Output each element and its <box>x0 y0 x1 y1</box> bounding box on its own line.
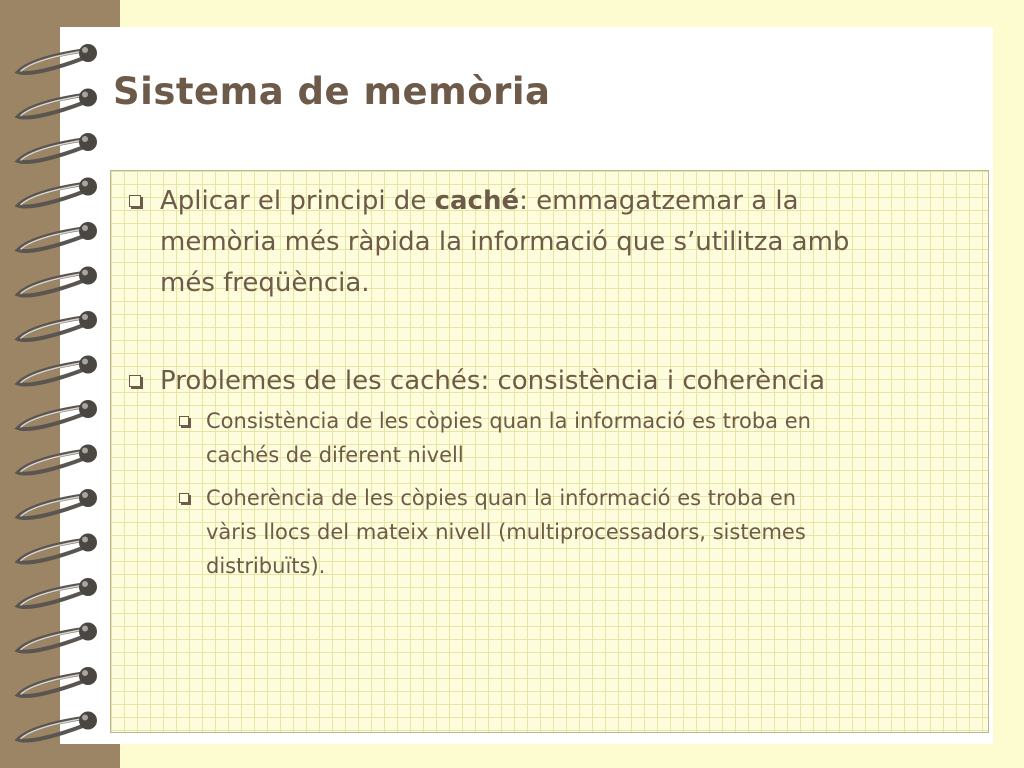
bullet-list <box>111 171 988 732</box>
spiral-binding-ring-icon <box>18 667 97 696</box>
bullet-text: Coherència de les còpies quan la informació es troba en <box>206 486 797 510</box>
spiral-binding-ring-icon <box>18 623 97 652</box>
bullet-text: Aplicar el principi de <box>160 186 435 216</box>
spiral-binding-ring-icon <box>18 534 97 563</box>
spiral-binding-ring-icon <box>18 133 97 162</box>
bullet-text: distribuïts). <box>206 554 326 578</box>
bullet-text: vàris llocs del mateix nivell (multiprocessadors, sistemes <box>206 520 806 544</box>
spiral-binding-ring-icon <box>18 445 97 474</box>
bullet-text: Consistència de les còpies quan la informació es troba en <box>206 409 811 433</box>
spiral-binding-ring-icon <box>18 578 97 607</box>
slide-title: Sistema de memòria <box>113 70 551 113</box>
bullet-keyword-cache: caché <box>434 186 520 216</box>
spiral-binding-ring-icon <box>18 44 97 73</box>
bullet-text: cachés de diferent nivell <box>206 443 464 467</box>
checkbox-bullet-icon <box>129 195 141 207</box>
spiral-binding-ring-icon <box>18 178 97 207</box>
checkbox-bullet-icon <box>179 493 189 503</box>
spiral-binding-ring-icon <box>18 400 97 429</box>
spiral-binding-ring-icon <box>18 712 97 741</box>
spiral-binding <box>0 0 120 768</box>
checkbox-bullet-icon <box>179 416 189 426</box>
spiral-binding-ring-icon <box>18 89 97 118</box>
spiral-binding-ring-icon <box>18 267 97 296</box>
bullet-text: Problemes de les cachés: consistència i coherència <box>160 366 826 396</box>
content-panel <box>110 170 989 733</box>
spiral-binding-ring-icon <box>18 222 97 251</box>
bullet-text: memòria més ràpida la informació que s’utilitza amb <box>160 227 850 257</box>
bullet-text: : emmagatzemar a la <box>519 186 799 216</box>
spiral-binding-ring-icon <box>18 311 97 340</box>
checkbox-bullet-icon <box>129 375 141 387</box>
bullet-text: més freqüència. <box>160 268 370 298</box>
spiral-binding-ring-icon <box>18 356 97 385</box>
spiral-binding-ring-icon <box>18 489 97 518</box>
